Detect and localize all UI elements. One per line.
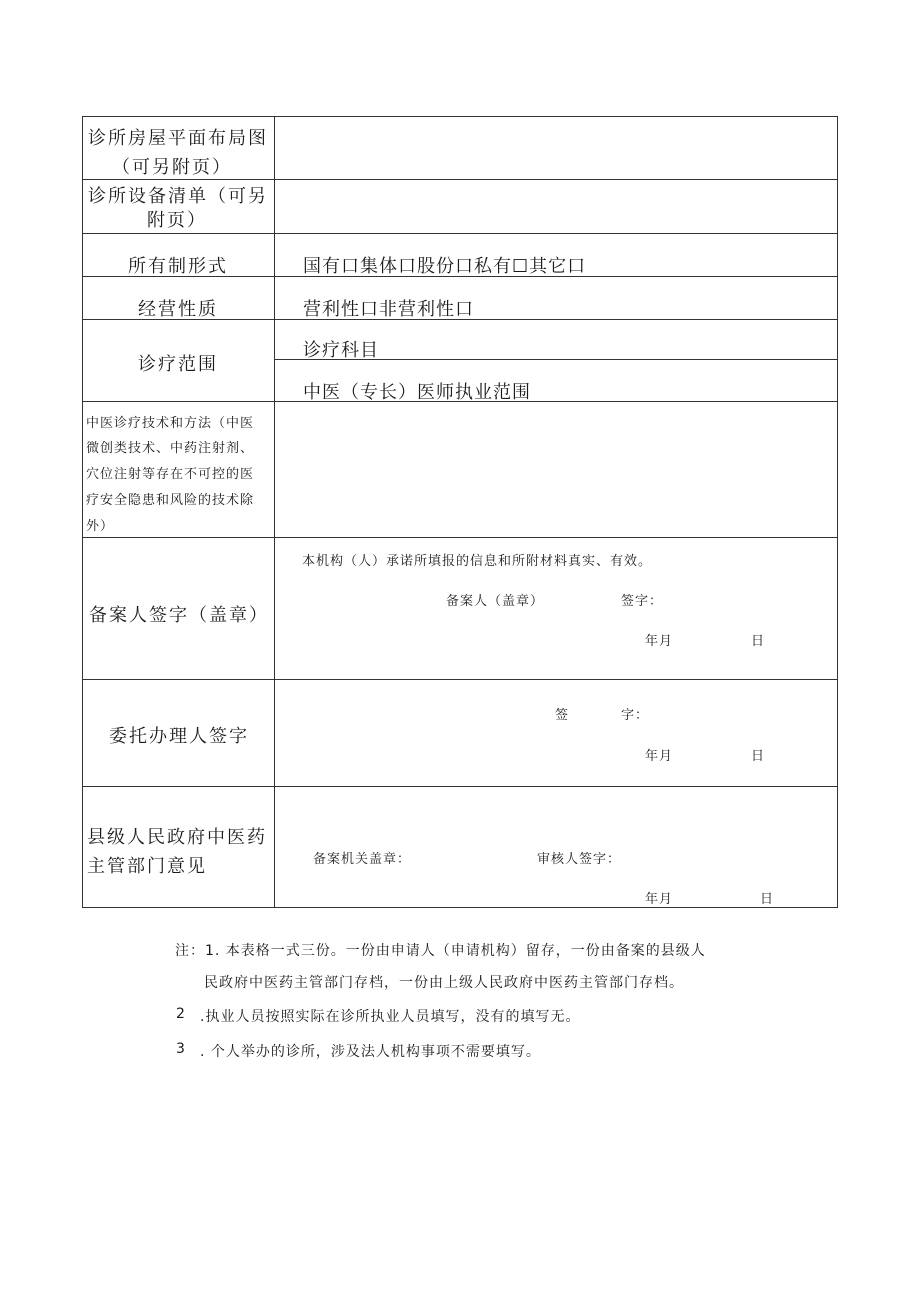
business-nature-label: 经营性质 (138, 299, 218, 320)
agent-sign-label: 委托办理人签字 (109, 726, 249, 747)
ownership-options[interactable]: 国有口集体口股份口私有☐其它口 (303, 256, 587, 277)
tcm-tech-label-line4: 疗安全隐患和风险的技术除 (86, 493, 255, 508)
scope-label: 诊疗范围 (138, 354, 218, 375)
county-opinion-label-line2: 主管部门意见 (87, 856, 207, 877)
note-3-number: 3 (176, 1041, 186, 1057)
layout-plan-label-line2: （可另附页） (112, 157, 232, 178)
filer-day: 日 (751, 634, 766, 649)
note-2-number: 2 (176, 1006, 186, 1022)
tcm-tech-label-line5: 外） (86, 519, 115, 534)
filer-year-month: 年月 (645, 634, 674, 649)
reviewer-sign-field[interactable]: 审核人签字： (537, 852, 622, 867)
agent-year-month: 年月 (645, 749, 674, 764)
equipment-label-line1: 诊所设备清单（可另 (88, 186, 268, 207)
filer-sign-label: 备案人签字（盖章） (89, 605, 269, 626)
tcm-tech-label-line1: 中医诊疗技术和方法（中医 (86, 416, 255, 431)
scope-subjects[interactable]: 诊疗科目 (303, 340, 379, 361)
tcm-tech-label-line3: 穴位注射等存在不可控的医 (86, 467, 255, 482)
layout-plan-field[interactable] (276, 118, 836, 178)
county-day: 日 (760, 892, 775, 907)
business-nature-options[interactable]: 营利性口非营利性口 (303, 299, 474, 320)
layout-plan-label-line1: 诊所房屋平面布局图 (88, 128, 268, 149)
ownership-label: 所有制形式 (128, 256, 228, 277)
agent-day: 日 (751, 749, 766, 764)
agent-sign-char-a: 签 (555, 708, 570, 723)
county-year-month: 年月 (645, 892, 674, 907)
agent-sign-field[interactable]: 字： (621, 708, 650, 723)
note-3-text: . 个人举办的诊所，涉及法人机构事项不需要填写。 (200, 1044, 541, 1060)
tcm-tech-field[interactable] (276, 403, 836, 536)
equipment-field[interactable] (276, 181, 836, 232)
note-1-line1: 注：1. 本表格一式三份。一份由申请人（申请机构）留存，一份由备案的县级人 (175, 943, 706, 959)
note-1-line2: 民政府中医药主管部门存档，一份由上级人民政府中医药主管部门存档。 (204, 975, 684, 991)
filer-pledge: 本机构（人）承诺所填报的信息和所附材料真实、有效。 (302, 554, 653, 569)
filer-stamp-label: 备案人（盖章） (446, 594, 545, 609)
note-2-text: .执业人员按照实际在诊所执业人员填写，没有的填写无。 (200, 1009, 581, 1025)
filer-sign-field[interactable]: 签字： (621, 594, 664, 609)
equipment-label-line2: 附页） (147, 210, 207, 231)
tcm-tech-label-line2: 微创类技术、中药注射剂、 (86, 441, 255, 456)
scope-tcm-practice[interactable]: 中医（专长）医师执业范围 (303, 382, 531, 403)
agency-stamp-label: 备案机关盖章： (313, 852, 412, 867)
county-opinion-label-line1: 县级人民政府中医药 (87, 827, 267, 848)
